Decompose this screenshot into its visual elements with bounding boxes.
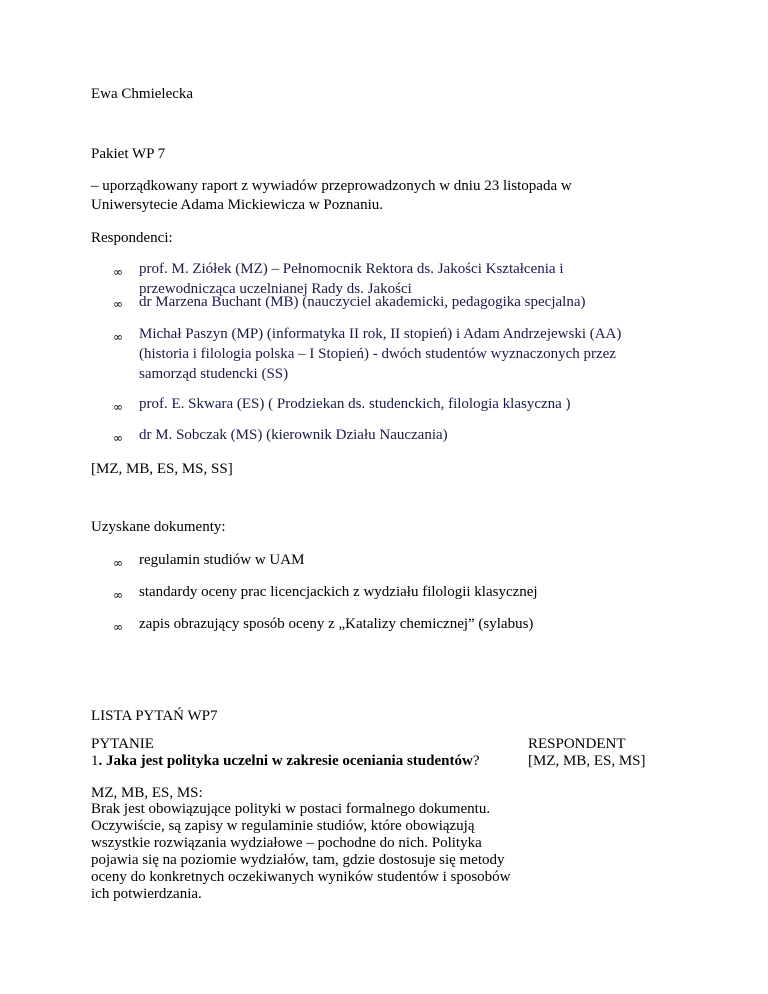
bullet-icon: ∞: [113, 431, 123, 445]
report-description: – uporządkowany raport z wywiadów przeprowadzonych w dniu 23 listopada w Uniwersytecie Adama Mickiewicza w Poznaniu.: [91, 178, 572, 213]
respondent-item-cont: (historia i filologia polska – I Stopień) - dwóch studentów wyznaczonych przez: [139, 346, 616, 362]
bullet-icon: ∞: [113, 588, 123, 602]
respondent-item: prof. E. Skwara (ES) ( Prodziekan ds. studenckich, filologia klasyczna ): [139, 396, 571, 412]
bullet-icon: ∞: [113, 400, 123, 414]
document-item: zapis obrazujący sposób oceny z „Katalizy chemicznej” (sylabus): [139, 616, 534, 632]
question-number: 1: [91, 753, 99, 769]
author-name: Ewa Chmielecka: [91, 86, 194, 102]
respondent-column-header: RESPONDENT: [528, 736, 626, 752]
question-column-header: PYTANIE: [91, 736, 154, 752]
question-1-respondents: [MZ, MB, ES, MS]: [528, 753, 646, 769]
respondent-item-cont: przewodnicząca uczelnianej Rady ds. Jakości: [139, 281, 412, 297]
question-column: [91, 736, 521, 770]
respondent-column: [528, 736, 646, 770]
bullet-icon: ∞: [113, 620, 123, 634]
bullet-icon: ∞: [113, 265, 123, 279]
question-text: . Jaka jest polityka uczelni w zakresie oceniania studentów: [98, 753, 473, 769]
question-1: [91, 753, 521, 770]
questions-title: LISTA PYTAŃ WP7: [91, 708, 218, 724]
bullet-icon: ∞: [113, 297, 123, 311]
respondent-item: Michał Paszyn (MP) (informatyka II rok, II stopień) i Adam Andrzejewski (AA): [139, 326, 622, 342]
respondents-label: Respondenci:: [91, 230, 173, 246]
respondent-codes: [MZ, MB, ES, MS, SS]: [91, 461, 233, 477]
bullet-icon: ∞: [113, 556, 123, 570]
respondent-item-cont: samorząd studencki (SS): [139, 366, 289, 382]
question-mark: ?: [472, 753, 480, 769]
document-item: regulamin studiów w UAM: [139, 552, 305, 568]
bullet-icon: ∞: [113, 330, 123, 344]
package-title: Pakiet WP 7: [91, 146, 166, 162]
respondent-item: dr M. Sobczak (MS) (kierownik Działu Nauczania): [139, 427, 448, 443]
answer-respondents: MZ, MB, ES, MS:: [91, 785, 203, 801]
documents-label: Uzyskane dokumenty:: [91, 519, 226, 535]
document-item: standardy oceny prac licencjackich z wydziału filologii klasycznej: [139, 584, 538, 600]
answer-text: Brak jest obowiązujące polityki w postaci formalnego dokumentu. Oczywiście, są zapisy w regulaminie studiów, które obowiązują wszystkie rozwiązania wydziałowe – pochodne do nich. Polityka pojawia się na poziomie wydziałów, tam, gdzie dostosuje się metody oceny do konkretnych oczekiwanych wyników studentów i sposobów ich potwierdzania.: [91, 801, 511, 902]
respondent-item: prof. M. Ziółek (MZ) – Pełnomocnik Rektora ds. Jakości Kształcenia i: [139, 261, 564, 277]
respondent-item: dr Marzena Buchant (MB) (nauczyciel akademicki, pedagogika specjalna): [139, 294, 586, 310]
